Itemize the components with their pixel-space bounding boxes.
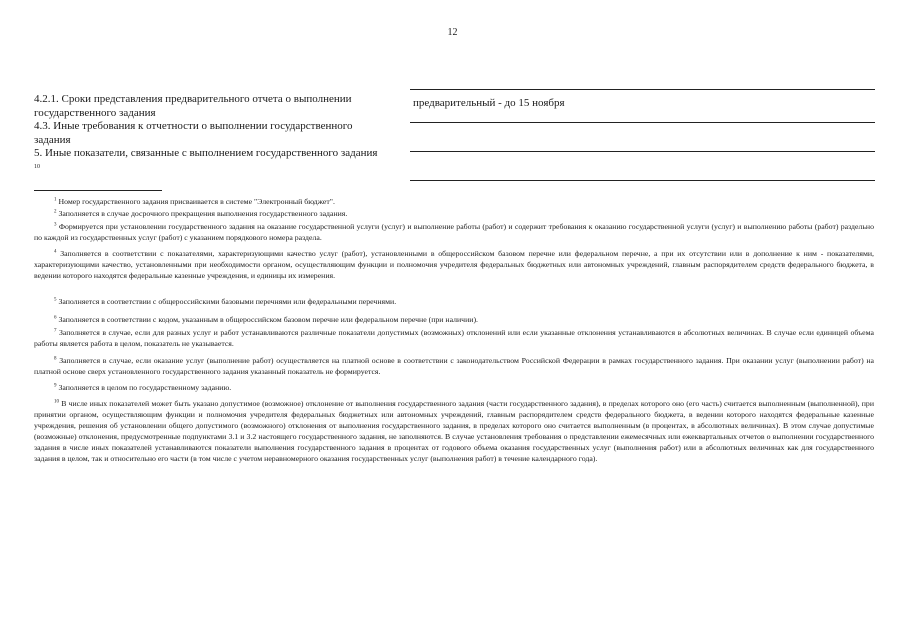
footnote: $^9$ Заполняется в целом по государственному заданию. (54, 383, 232, 392)
field-rule (410, 180, 875, 181)
field-rule (410, 151, 875, 152)
footnote-separator (34, 190, 162, 191)
footnote: $^4$ Заполняется в соответствии с показателями, характеризующими качество услуг (работ), установленными в общероссийском базовом перечне или федеральном перечне, а при их отсутствии или в дополнение к ним - показателями, характеризующими качество, установленными при необходимости органом, осуществляющим функции и полномочия учредителя федеральных бюджетных или автономных учреждений, главным распорядителем средств федерального бюджета, в ведении которого находятся федеральные казенные учреждения, и единицы их измерения. (34, 249, 874, 280)
footnote: $^7$ Заполняется в случае, если для разных услуг и работ устанавливаются различные показатели допустимых (возможных) отклонений или если указанные отклонения устанавливаются в абсолютных величинах. В случае если единицей объема работы является работа в целом, показатель не указывается. (34, 328, 874, 348)
footnote: $^8$ Заполняется в случае, если оказание услуг (выполнение работ) осуществляется на платной основе в соответствии с законодательством Российской Федерации в рамках государственного задания. При оказании услуг (выполнении работ) на платной основе сверх установленного государственного задания указанный показатель не формируется. (34, 356, 875, 376)
footnote: $^5$ Заполняется в соответствии с общероссийскими базовыми перечнями или федеральными перечнями. (54, 297, 397, 306)
page-number: 12 (447, 27, 458, 38)
field-rule (410, 89, 875, 90)
interim-report-deadline-value: предварительный - до 15 ноября (413, 97, 565, 109)
footnote: $^{10}$ В числе иных показателей может быть указано допустимое (возможное) отклонение от выполнения государственного задания (части государственного задания), в пределах которого оно (его часть) считается выполненным (выполненной), при принятии органом, осуществляющим функции и полномочия учредителя федеральных бюджетных или автономных учреждений, главным распорядителем средств федерального бюджета, в ведении которого находятся федеральные казенные учреждения, решения об установлении общего допустимого (возможного) отклонения от выполнения государственного задания, в пределах которого оно считается выполненным (в процентах, в абсолютных величинах). В этом случае допустимые (возможные) отклонения, предусмотренные подпунктами 3.1 и 3.2 настоящего государственного задания, не заполняются. В случае установления требования о представлении ежемесячных или ежеквартальных отчетов о выполнении государственного задания в числе иных показателей устанавливаются показатели выполнения государственного задания в процентах от годового объема оказания государственных услуг (выполнения работ) или в абсолютных величинах как для государственного задания в целом, так и относительно его части (в том числе с учетом неравномерного оказания государственных услуг (выполнения работ) в течение календарного года). (34, 399, 875, 463)
field-rule (410, 122, 875, 123)
requirement-interim-report-deadline: 4.2.1. Сроки представления предварительного отчета о выполнении государственного задания (34, 93, 352, 119)
requirement-other-indicators: 5. Иные показатели, связанные с выполнением государственного задания $^{10}$ (34, 147, 378, 170)
footnote: $^2$ Заполняется в случае досрочного прекращения выполнения государственного задания. (54, 209, 348, 218)
footnote-ref: 10 (34, 163, 40, 170)
footnote: $^6$ Заполняется в соответствии с кодом, указанным в общероссийском базовом перечне или федеральном перечне (при наличии). (54, 315, 478, 324)
requirement-other-reporting: 4.3. Иные требования к отчетности о выполнении государственного задания (34, 120, 353, 146)
footnote: $^3$ Формируется при установлении государственного задания на оказание государственной услуги (услуг) и выполнение работы (работ) и содержит требования к оказанию государственной услуги (услуг) и выполнению работы (работ) раздельно по каждой из государственных услуг (работ) с указанием порядкового номера раздела. (34, 222, 874, 242)
requirements-block (34, 93, 384, 177)
footnote: $^1$ Номер государственного задания присваивается в системе "Электронный бюджет". (54, 197, 335, 206)
